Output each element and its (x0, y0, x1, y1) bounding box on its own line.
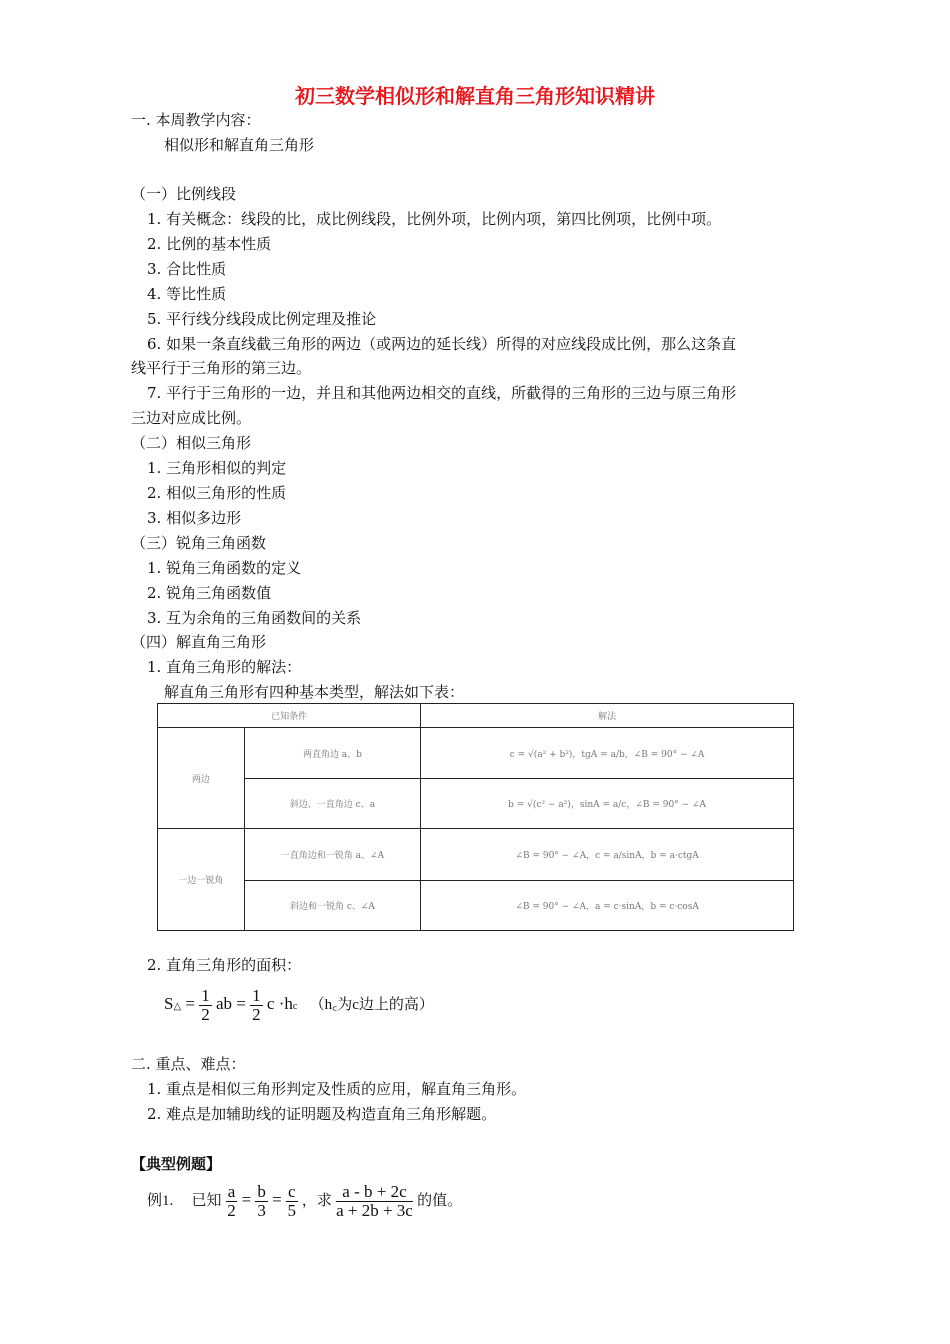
list-item: 2. 相似三角形的性质 (147, 484, 287, 502)
table-cell-condition: 一直角边和一锐角 a、∠A (244, 829, 420, 881)
fraction-a-2: $\frac{a}{2}$ (227, 1181, 236, 1220)
area-note: （h꜀为c边上的高） (309, 997, 434, 1013)
part4-heading: （四）解直角三角形 (131, 633, 267, 651)
table-cell-solution: b = √(c² − a²)，sinA = a/c，∠B = 90° − ∠A (421, 779, 794, 829)
example-label: 例1. (147, 1193, 174, 1209)
part2-heading: （二）相似三角形 (131, 434, 252, 452)
table-group-side-angle: 一边一锐角 (158, 829, 245, 931)
table-header-solution: 解法 (421, 704, 794, 728)
list-item: 1. 直角三角形的解法： (147, 658, 302, 676)
example-ask-text: ，求 (301, 1193, 332, 1209)
list-item: 5. 平行线分线段成比例定理及推论 (147, 310, 377, 328)
section2-heading: 二. 重点、难点： (131, 1055, 246, 1073)
section1-heading: 一. 本周教学内容： (131, 111, 261, 129)
list-item-continuation: 三边对应成比例。 (131, 409, 252, 427)
example-end-text: 的值。 (417, 1193, 463, 1209)
example-1: 例1. 已知 $\frac{a}{2}$ = $\frac{b}{3}$ = $\frac{c}{5}$ ，求 $\frac{a - b + 2c}{a + 2b + 3c}$ 的值。 (147, 1181, 463, 1220)
list-item: 6. 如果一条直线截三角形的两边（或两边的延长线）所得的对应线段成比例，那么这条直 (147, 335, 737, 353)
list-item-continuation: 线平行于三角形的第三边。 (131, 359, 312, 377)
fraction-c-5: $\frac{c}{5}$ (287, 1181, 297, 1220)
table-cell-solution: ∠B = 90° − ∠A，a = c·sinA，b = c·cosA (421, 881, 794, 931)
list-item: 2. 锐角三角函数值 (147, 584, 272, 602)
part3-heading: （三）锐角三角函数 (131, 534, 267, 552)
table-cell-condition: 斜边、一直角边 c、a (244, 779, 420, 829)
list-item: 4. 等比性质 (147, 285, 227, 303)
page-title: 初三数学相似形和解直角三角形知识精讲 (295, 84, 655, 108)
examples-heading: 【典型例题】 (131, 1155, 222, 1173)
solution-table (157, 703, 794, 931)
section1-content: 相似形和解直角三角形 (164, 136, 315, 154)
list-item: 3. 合比性质 (147, 260, 227, 278)
list-item: 2. 比例的基本性质 (147, 235, 272, 253)
list-item: 1. 三角形相似的判定 (147, 459, 287, 477)
table-cell-solution: ∠B = 90° − ∠A，c = a/sinA，b = a·ctgA (421, 829, 794, 881)
list-item: 1. 有关概念：线段的比，成比例线段，比例外项，比例内项，第四比例项，比例中项。 (147, 210, 722, 228)
list-item: 2. 直角三角形的面积： (147, 956, 302, 974)
area-formula: S△ = $\frac{1}{2}$ ab = $\frac{1}{2}$ c ·hc （h꜀为c边上的高） (164, 985, 434, 1024)
table-intro: 解直角三角形有四种基本类型，解法如下表： (164, 683, 465, 701)
table-cell-solution: c = √(a² + b²)，tgA = a/b，∠B = 90° − ∠A (421, 728, 794, 779)
list-item: 1. 重点是相似三角形判定及性质的应用，解直角三角形。 (147, 1080, 527, 1098)
fraction-half: $\frac{1}{2}$ (201, 985, 210, 1024)
table-header-conditions: 已知条件 (158, 704, 421, 728)
table-cell-condition: 两直角边 a、b (244, 728, 420, 779)
list-item: 2. 难点是加辅助线的证明题及构造直角三角形解题。 (147, 1105, 497, 1123)
list-item: 3. 相似多边形 (147, 509, 242, 527)
table-cell-condition: 斜边和一锐角 c、∠A (244, 881, 420, 931)
fraction-b-3: $\frac{b}{3}$ (257, 1181, 266, 1220)
list-item: 1. 锐角三角函数的定义 (147, 559, 302, 577)
part1-heading: （一）比例线段 (131, 185, 237, 203)
fraction-half: $\frac{1}{2}$ (252, 985, 261, 1024)
example-given-text: 已知 (191, 1193, 222, 1209)
list-item: 7. 平行于三角形的一边，并且和其他两边相交的直线，所截得的三角形的三边与原三角形 (147, 384, 737, 402)
list-item: 3. 互为余角的三角函数间的关系 (147, 609, 362, 627)
table-group-two-sides: 两边 (158, 728, 245, 829)
fraction-expression: $\frac{a - b + 2c}{a + 2b + 3c}$ (336, 1181, 413, 1220)
